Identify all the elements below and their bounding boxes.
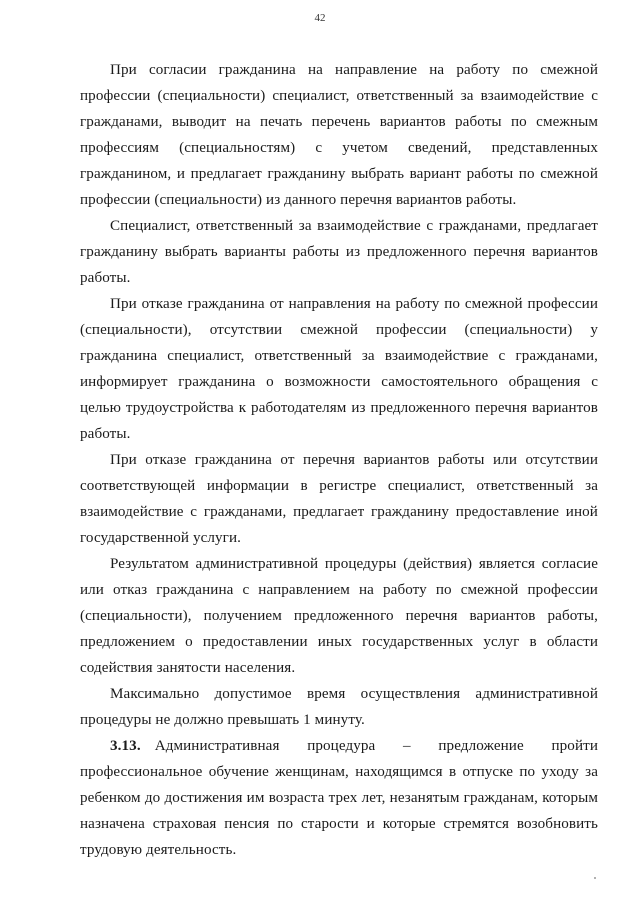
section-text: Административная процедура – предложение пройти профессиональное обучение женщинам, находящимся в отпуске по уходу за ребенком до достижения им возраста трех лет, незанятым гражданам, которым назначена страховая пенсия по старости и которые стремятся возобновить трудовую деятельность. xyxy=(80,738,598,858)
paragraph-6: Максимально допустимое время осуществления административной процедуры не должно превышать 1 минуту. xyxy=(80,686,598,728)
section-3-13-paragraph xyxy=(80,733,598,863)
section-number: 3.13. xyxy=(110,738,141,754)
paragraph-4: При отказе гражданина от перечня вариантов работы или отсутствии соответствующей информации в регистре специалист, ответственный за взаимодействие с гражданами, предлагает гражданину предоставление иной государственной услуги. xyxy=(80,452,598,546)
page-number: 42 xyxy=(314,12,326,24)
paragraph-1: При согласии гражданина на направление на работу по смежной профессии (специальности) специалист, ответственный за взаимодействие с гражданами, выводит на печать перечень вариантов работы по смежным профессиям (специальностям) с учетом сведений, представленных гражданином, и предлагает гражданину выбрать вариант работы по смежной профессии (специальности) из данного перечня вариантов работы. xyxy=(80,62,598,208)
paragraph-2: Специалист, ответственный за взаимодействие с гражданами, предлагает гражданину выбрать варианты работы из предложенного перечня вариантов работы. xyxy=(80,218,598,286)
paragraph-3: При отказе гражданина от направления на работу по смежной профессии (специальности), отсутствии смежной профессии (специальности) у гражданина специалист, ответственный за взаимодействие с гражданами, информирует гражданина о возможности самостоятельного обращения с целью трудоустройства к работодателям из предложенного перечня вариантов работы. xyxy=(80,296,598,442)
document-body xyxy=(80,57,598,863)
scan-speck xyxy=(594,877,596,879)
paragraph-5: Результатом административной процедуры (действия) является согласие или отказ гражданина с направлением на работу по смежной профессии (специальности), получением предложенного перечня вариантов работы, предложением о предоставлении иных государственных услуг в области содействия занятости населения. xyxy=(80,556,598,676)
